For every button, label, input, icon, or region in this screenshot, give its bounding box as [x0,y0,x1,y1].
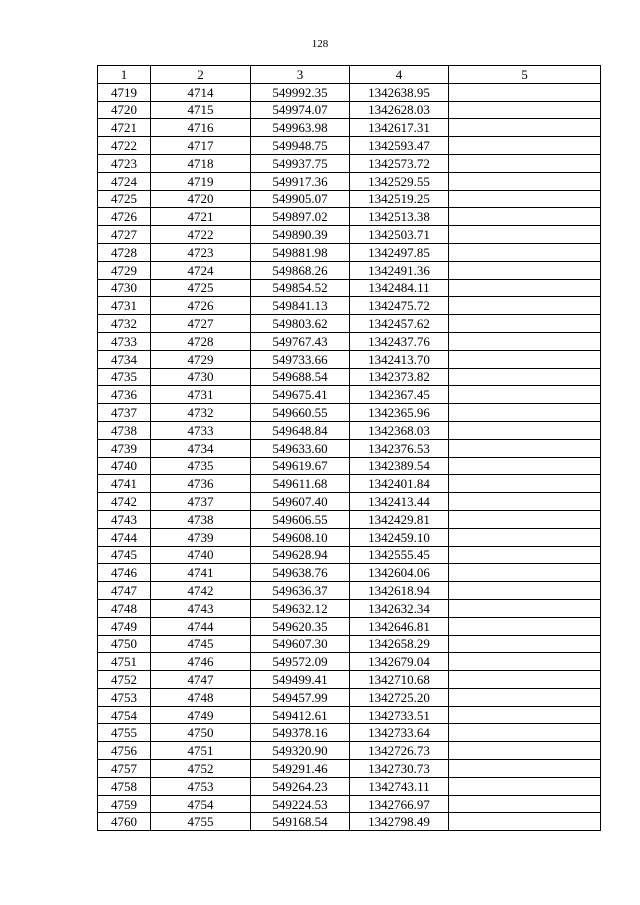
table-cell-col-4: 1342593.47 [350,137,449,155]
table-cell-col-1: 4754 [98,706,151,724]
table-row [98,172,601,190]
table-cell-col-1: 4732 [98,315,151,333]
table-cell-col-5 [449,315,601,333]
table-cell-col-1: 4735 [98,368,151,386]
table-cell-col-4: 1342497.85 [350,243,449,261]
table-cell-col-5 [449,493,601,511]
table-row [98,83,601,101]
table-cell-col-1: 4757 [98,760,151,778]
table-cell-col-4: 1342365.96 [350,404,449,422]
table-cell-col-3: 549688.54 [251,368,350,386]
table-cell-col-2: 4748 [151,688,251,706]
table-cell-col-4: 1342457.62 [350,315,449,333]
table-cell-col-2: 4740 [151,546,251,564]
table-cell-col-5 [449,368,601,386]
table-cell-col-4: 1342529.55 [350,172,449,190]
table-cell-col-1: 4727 [98,226,151,244]
table-cell-col-3: 549457.99 [251,688,350,706]
table-cell-col-3: 549648.84 [251,421,350,439]
table-cell-col-2: 4715 [151,101,251,119]
table-row [98,688,601,706]
table-cell-col-2: 4738 [151,510,251,528]
table-cell-col-5 [449,226,601,244]
table-cell-col-3: 549675.41 [251,386,350,404]
table-row [98,208,601,226]
table-cell-col-3: 549854.52 [251,279,350,297]
table-row [98,813,601,831]
table-cell-col-1: 4753 [98,688,151,706]
table-cell-col-5 [449,137,601,155]
table-cell-col-4: 1342725.20 [350,688,449,706]
table-cell-col-1: 4731 [98,297,151,315]
table-row [98,101,601,119]
table-cell-col-3: 549767.43 [251,332,350,350]
table-row [98,617,601,635]
table-cell-col-4: 1342618.94 [350,582,449,600]
table-cell-col-1: 4748 [98,599,151,617]
table-cell-col-3: 549620.35 [251,617,350,635]
table-cell-col-3: 549868.26 [251,261,350,279]
table-cell-col-5 [449,671,601,689]
table-row [98,137,601,155]
column-header-4: 4 [350,66,449,84]
table-cell-col-3: 549412.61 [251,706,350,724]
table-cell-col-3: 549607.30 [251,635,350,653]
table-cell-col-3: 549572.09 [251,653,350,671]
table-cell-col-4: 1342726.73 [350,742,449,760]
table-cell-col-1: 4724 [98,172,151,190]
table-cell-col-3: 549320.90 [251,742,350,760]
table-cell-col-1: 4726 [98,208,151,226]
table-cell-col-2: 4754 [151,795,251,813]
table-cell-col-4: 1342367.45 [350,386,449,404]
table-cell-col-1: 4746 [98,564,151,582]
table-row [98,243,601,261]
table-cell-col-1: 4736 [98,386,151,404]
table-cell-col-5 [449,582,601,600]
table-cell-col-1: 4740 [98,457,151,475]
table-cell-col-1: 4750 [98,635,151,653]
table-row [98,795,601,813]
table-cell-col-5 [449,546,601,564]
table-cell-col-1: 4755 [98,724,151,742]
table-cell-col-1: 4744 [98,528,151,546]
table-cell-col-2: 4729 [151,350,251,368]
table-row [98,742,601,760]
table-cell-col-4: 1342437.76 [350,332,449,350]
table-cell-col-4: 1342491.36 [350,261,449,279]
table-cell-col-1: 4725 [98,190,151,208]
table-cell-col-3: 549628.94 [251,546,350,564]
table-cell-col-2: 4737 [151,493,251,511]
table-cell-col-3: 549168.54 [251,813,350,831]
table-cell-col-3: 549881.98 [251,243,350,261]
table-cell-col-5 [449,208,601,226]
table-cell-col-3: 549963.98 [251,119,350,137]
table-cell-col-2: 4717 [151,137,251,155]
table-cell-col-4: 1342376.53 [350,439,449,457]
table-cell-col-2: 4721 [151,208,251,226]
table-row [98,226,601,244]
table-row [98,332,601,350]
table-cell-col-1: 4737 [98,404,151,422]
table-cell-col-4: 1342573.72 [350,154,449,172]
table-cell-col-3: 549992.35 [251,83,350,101]
table-cell-col-1: 4747 [98,582,151,600]
table-cell-col-4: 1342710.68 [350,671,449,689]
table-cell-col-2: 4744 [151,617,251,635]
table-cell-col-3: 549803.62 [251,315,350,333]
table-cell-col-1: 4730 [98,279,151,297]
table-cell-col-4: 1342484.11 [350,279,449,297]
table-cell-col-5 [449,421,601,439]
table-cell-col-5 [449,724,601,742]
table-cell-col-3: 549291.46 [251,760,350,778]
table-cell-col-4: 1342632.34 [350,599,449,617]
table-cell-col-3: 549974.07 [251,101,350,119]
table-cell-col-3: 549841.13 [251,297,350,315]
table-cell-col-2: 4746 [151,653,251,671]
table-cell-col-5 [449,564,601,582]
table-cell-col-4: 1342429.81 [350,510,449,528]
header-row [98,66,601,84]
table-cell-col-2: 4724 [151,261,251,279]
table-row [98,706,601,724]
table-cell-col-1: 4728 [98,243,151,261]
table-row [98,421,601,439]
table-cell-col-5 [449,154,601,172]
table-row [98,724,601,742]
table-row [98,510,601,528]
table-cell-col-5 [449,83,601,101]
table-row [98,653,601,671]
table-cell-col-3: 549660.55 [251,404,350,422]
table-cell-col-5 [449,813,601,831]
table-cell-col-2: 4733 [151,421,251,439]
table-cell-col-4: 1342519.25 [350,190,449,208]
table-cell-col-3: 549607.40 [251,493,350,511]
table-row [98,261,601,279]
table-cell-col-5 [449,297,601,315]
table-cell-col-4: 1342730.73 [350,760,449,778]
table-cell-col-3: 549378.16 [251,724,350,742]
table-cell-col-5 [449,190,601,208]
table-cell-col-3: 549264.23 [251,777,350,795]
table-cell-col-1: 4752 [98,671,151,689]
table-cell-col-4: 1342513.38 [350,208,449,226]
table-cell-col-2: 4747 [151,671,251,689]
table-row [98,350,601,368]
table-cell-col-1: 4738 [98,421,151,439]
table-cell-col-2: 4751 [151,742,251,760]
table-row [98,582,601,600]
table-cell-col-5 [449,475,601,493]
table-cell-col-4: 1342658.29 [350,635,449,653]
table-cell-col-5 [449,795,601,813]
table-cell-col-5 [449,350,601,368]
table-cell-col-1: 4751 [98,653,151,671]
table-row [98,315,601,333]
table-cell-col-1: 4733 [98,332,151,350]
table-cell-col-3: 549948.75 [251,137,350,155]
table-row [98,475,601,493]
table-cell-col-4: 1342733.64 [350,724,449,742]
table-cell-col-3: 549636.37 [251,582,350,600]
table-cell-col-4: 1342646.81 [350,617,449,635]
table-cell-col-1: 4749 [98,617,151,635]
table-cell-col-2: 4735 [151,457,251,475]
table-cell-col-1: 4756 [98,742,151,760]
table-body [98,83,601,830]
table-cell-col-1: 4721 [98,119,151,137]
table-cell-col-3: 549937.75 [251,154,350,172]
table-cell-col-4: 1342743.11 [350,777,449,795]
table-cell-col-4: 1342555.45 [350,546,449,564]
table-cell-col-3: 549606.55 [251,510,350,528]
table-row [98,528,601,546]
table-cell-col-5 [449,742,601,760]
table-cell-col-1: 4734 [98,350,151,368]
table-cell-col-1: 4729 [98,261,151,279]
table-cell-col-1: 4739 [98,439,151,457]
table-cell-col-2: 4720 [151,190,251,208]
coordinates-table [97,65,601,831]
table-cell-col-5 [449,706,601,724]
table-row [98,493,601,511]
column-header-2: 2 [151,66,251,84]
table-cell-col-2: 4736 [151,475,251,493]
table-cell-col-5 [449,617,601,635]
table-row [98,546,601,564]
table-cell-col-3: 549224.53 [251,795,350,813]
table-cell-col-5 [449,777,601,795]
table-cell-col-4: 1342475.72 [350,297,449,315]
table-cell-col-3: 549619.67 [251,457,350,475]
table-cell-col-5 [449,457,601,475]
table-cell-col-5 [449,243,601,261]
table-cell-col-4: 1342617.31 [350,119,449,137]
table-cell-col-4: 1342503.71 [350,226,449,244]
table-row [98,368,601,386]
table-cell-col-2: 4719 [151,172,251,190]
table-row [98,404,601,422]
table-cell-col-5 [449,332,601,350]
table-cell-col-2: 4745 [151,635,251,653]
table-cell-col-5 [449,653,601,671]
table-cell-col-4: 1342604.06 [350,564,449,582]
table-cell-col-2: 4727 [151,315,251,333]
table-cell-col-1: 4745 [98,546,151,564]
table-cell-col-5 [449,404,601,422]
table-header [98,66,601,84]
column-header-3: 3 [251,66,350,84]
table-cell-col-4: 1342389.54 [350,457,449,475]
table-cell-col-2: 4728 [151,332,251,350]
table-cell-col-2: 4716 [151,119,251,137]
table-cell-col-4: 1342401.84 [350,475,449,493]
table-cell-col-1: 4722 [98,137,151,155]
table-cell-col-2: 4755 [151,813,251,831]
table-cell-col-2: 4731 [151,386,251,404]
table-row [98,297,601,315]
table-row [98,439,601,457]
table-row [98,154,601,172]
table-cell-col-5 [449,635,601,653]
table-row [98,635,601,653]
table-cell-col-3: 549638.76 [251,564,350,582]
table-cell-col-3: 549890.39 [251,226,350,244]
table-cell-col-3: 549608.10 [251,528,350,546]
table-cell-col-4: 1342766.97 [350,795,449,813]
table-cell-col-1: 4719 [98,83,151,101]
table-row [98,564,601,582]
table-cell-col-4: 1342413.70 [350,350,449,368]
table-cell-col-2: 4718 [151,154,251,172]
table-cell-col-2: 4743 [151,599,251,617]
table-cell-col-2: 4726 [151,297,251,315]
table-cell-col-1: 4759 [98,795,151,813]
table-cell-col-4: 1342413.44 [350,493,449,511]
table-cell-col-2: 4752 [151,760,251,778]
table-cell-col-5 [449,119,601,137]
table-cell-col-4: 1342628.03 [350,101,449,119]
table-cell-col-1: 4758 [98,777,151,795]
table-cell-col-2: 4723 [151,243,251,261]
page-number: 128 [311,38,329,50]
table-cell-col-3: 549905.07 [251,190,350,208]
table-cell-col-5 [449,172,601,190]
table-cell-col-5 [449,279,601,297]
table-cell-col-3: 549499.41 [251,671,350,689]
table-row [98,279,601,297]
table-cell-col-2: 4732 [151,404,251,422]
table-row [98,760,601,778]
table-cell-col-2: 4750 [151,724,251,742]
table-cell-col-3: 549917.36 [251,172,350,190]
table-cell-col-2: 4730 [151,368,251,386]
table-cell-col-5 [449,261,601,279]
table-row [98,599,601,617]
table-cell-col-5 [449,386,601,404]
table-cell-col-4: 1342368.03 [350,421,449,439]
table-cell-col-1: 4741 [98,475,151,493]
table-row [98,671,601,689]
table-cell-col-2: 4741 [151,564,251,582]
table-cell-col-2: 4742 [151,582,251,600]
table-cell-col-1: 4720 [98,101,151,119]
column-header-5: 5 [449,66,601,84]
table-cell-col-4: 1342679.04 [350,653,449,671]
table-row [98,119,601,137]
column-header-1: 1 [98,66,151,84]
table-cell-col-3: 549897.02 [251,208,350,226]
table-row [98,386,601,404]
table-cell-col-3: 549733.66 [251,350,350,368]
table-cell-col-4: 1342373.82 [350,368,449,386]
table-cell-col-3: 549611.68 [251,475,350,493]
table-cell-col-1: 4760 [98,813,151,831]
table-cell-col-5 [449,760,601,778]
table-cell-col-2: 4753 [151,777,251,795]
table-cell-col-3: 549632.12 [251,599,350,617]
table-cell-col-2: 4734 [151,439,251,457]
table-cell-col-2: 4714 [151,83,251,101]
table-cell-col-4: 1342459.10 [350,528,449,546]
table-cell-col-5 [449,439,601,457]
table-cell-col-2: 4749 [151,706,251,724]
table-cell-col-5 [449,101,601,119]
table-cell-col-1: 4743 [98,510,151,528]
table-row [98,190,601,208]
table-row [98,777,601,795]
table-cell-col-4: 1342798.49 [350,813,449,831]
table-cell-col-4: 1342638.95 [350,83,449,101]
table-cell-col-1: 4723 [98,154,151,172]
table-cell-col-2: 4722 [151,226,251,244]
table-cell-col-3: 549633.60 [251,439,350,457]
table-cell-col-2: 4739 [151,528,251,546]
table-cell-col-5 [449,528,601,546]
table-cell-col-4: 1342733.51 [350,706,449,724]
table-row [98,457,601,475]
table-cell-col-5 [449,688,601,706]
table-cell-col-5 [449,510,601,528]
table-cell-col-1: 4742 [98,493,151,511]
table-cell-col-5 [449,599,601,617]
table-cell-col-2: 4725 [151,279,251,297]
